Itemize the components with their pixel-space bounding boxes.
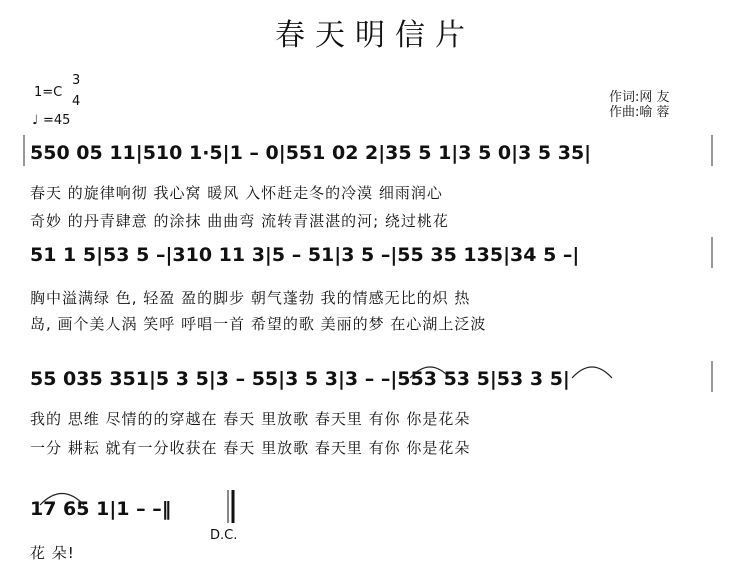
song-title: 春天明信片 bbox=[275, 18, 475, 53]
tempo-marking: =45 bbox=[43, 113, 71, 128]
composer-credit: 作曲:喻 蓉 bbox=[609, 105, 670, 120]
time-signature-top: 3 bbox=[72, 73, 81, 88]
tempo-note-icon: ♩ bbox=[32, 113, 39, 128]
da-capo-marking: D.C. bbox=[210, 528, 238, 543]
score-row-4: 17 65 1|1 – –‖ bbox=[30, 498, 172, 520]
lyrics-row-1-verse-1: 春天 的旋律响彻 我心窝 暖风 入怀赶走冬的冷漠 细雨润心 bbox=[30, 184, 443, 202]
lyrics-row-1-verse-2: 奇妙 的丹青肆意 的涂抹 曲曲弯 流转青湛湛的河; 绕过桃花 bbox=[30, 212, 449, 230]
lyrics-row-2-verse-1: 胸中溢满绿 色, 轻盈 盈的脚步 朝气蓬勃 我的情感无比的炽 热 bbox=[30, 289, 471, 307]
lyricist-credit: 作词:网 友 bbox=[609, 90, 670, 105]
score-row-3: 55 035 351|5 3 5|3 – 55|3 5 3|3 – –|553 53 5|53 3 5| bbox=[30, 368, 570, 390]
time-signature-bottom: 4 bbox=[72, 94, 81, 109]
lyrics-row-3-verse-2: 一分 耕耘 就有一分收获在 春天 里放歌 春天里 有你 你是花朵 bbox=[30, 439, 471, 457]
score-row-1: 550 05 11|510 1·5|1 – 0|551 02 2|35 5 1|3 5 0|3 5 35| bbox=[30, 142, 592, 164]
key-signature: 1=C bbox=[34, 85, 63, 100]
score-row-2: 51 1 5|53 5 –|310 11 3|5 – 51|3 5 –|55 35 135|34 5 –| bbox=[30, 244, 580, 266]
lyrics-row-4: 花 朵! bbox=[30, 544, 75, 562]
lyrics-row-3-verse-1: 我的 思维 尽情的的穿越在 春天 里放歌 春天里 有你 你是花朵 bbox=[30, 410, 471, 428]
lyrics-row-2-verse-2: 岛, 画个美人涡 笑呼 呼唱一首 希望的歌 美丽的梦 在心湖上泛波 bbox=[30, 315, 487, 333]
